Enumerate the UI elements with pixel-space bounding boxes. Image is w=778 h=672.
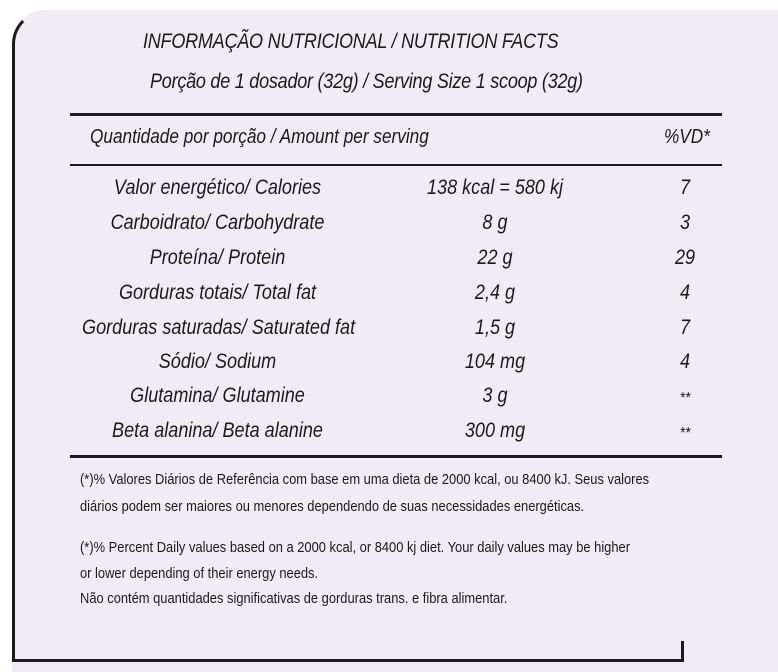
- nutrient-amount: 3 g: [482, 384, 508, 407]
- nutrient-name: Proteína/ Protein: [149, 246, 286, 269]
- label-frame-bottom: [12, 659, 684, 662]
- nutrient-amount: 8 g: [482, 211, 508, 234]
- nutrient-name: Beta alanina/ Beta alanine: [112, 419, 323, 442]
- nutrient-dv: 3: [679, 211, 691, 234]
- top-rule: [70, 113, 722, 116]
- nutrient-name: Valor energético/ Calories: [113, 176, 322, 199]
- daily-value-header: %VD*: [664, 126, 710, 148]
- nutrient-amount: 1,5 g: [474, 316, 516, 339]
- nutrient-dv: 29: [674, 246, 696, 269]
- nutrient-row-total-fat: [0, 281, 778, 315]
- nutrient-row-protein: [0, 246, 778, 280]
- nutrient-dv: **: [679, 390, 691, 407]
- nutrient-dv: 7: [679, 316, 691, 339]
- label-title: INFORMAÇÃO NUTRICIONAL / NUTRITION FACTS: [143, 30, 559, 53]
- nutrient-dv: 7: [679, 176, 691, 199]
- nutrient-amount: 2,4 g: [474, 281, 516, 304]
- table-bottom-rule: [70, 455, 722, 458]
- footnote-en-line-2: or lower depending of their energy needs.: [80, 565, 319, 582]
- footnote-en-line-1: (*)% Percent Daily values based on a 2000 kcal, or 8400 kj diet. Your daily values may be higher: [80, 539, 631, 556]
- nutrient-row-glutamine: [0, 384, 778, 418]
- nutrient-dv: 4: [679, 281, 691, 304]
- nutrient-row-calories: [0, 176, 778, 210]
- nutrient-amount: 104 mg: [464, 350, 526, 373]
- nutrient-name: Glutamina/ Glutamine: [130, 384, 305, 407]
- footnote-pt-line-1: (*)% Valores Diários de Referência com base em uma dieta de 2000 kcal, ou 8400 kJ. Seus valores: [80, 471, 650, 488]
- nutrient-dv: 4: [679, 350, 691, 373]
- nutrient-name: Gorduras totais/ Total fat: [118, 281, 317, 304]
- nutrient-row-saturated-fat: [0, 316, 778, 350]
- nutrient-name: Sódio/ Sodium: [158, 350, 277, 373]
- footnote-pt-line-2: diários podem ser maiores ou menores dependendo de suas necessidades energéticas.: [80, 498, 585, 515]
- nutrient-name: Carboidrato/ Carbohydrate: [110, 211, 325, 234]
- label-frame-tick: [681, 641, 684, 662]
- footnote-disclaimer: Não contém quantidades significativas de gorduras trans. e fibra alimentar.: [80, 590, 508, 607]
- header-rule: [70, 164, 722, 166]
- nutrient-amount: 22 g: [477, 246, 513, 269]
- nutrient-row-carbohydrate: [0, 211, 778, 245]
- nutrient-row-sodium: [0, 350, 778, 384]
- serving-size: Porção de 1 dosador (32g) / Serving Size 1 scoop (32g): [150, 70, 583, 93]
- nutrient-amount: 138 kcal = 580 kj: [426, 176, 564, 199]
- nutrient-amount: 300 mg: [464, 419, 526, 442]
- nutrient-dv: **: [679, 425, 691, 442]
- nutrient-name: Gorduras saturadas/ Saturated fat: [82, 316, 356, 339]
- amount-per-serving-header: Quantidade por porção / Amount per serving: [90, 126, 429, 148]
- nutrient-row-beta-alanine: [0, 419, 778, 453]
